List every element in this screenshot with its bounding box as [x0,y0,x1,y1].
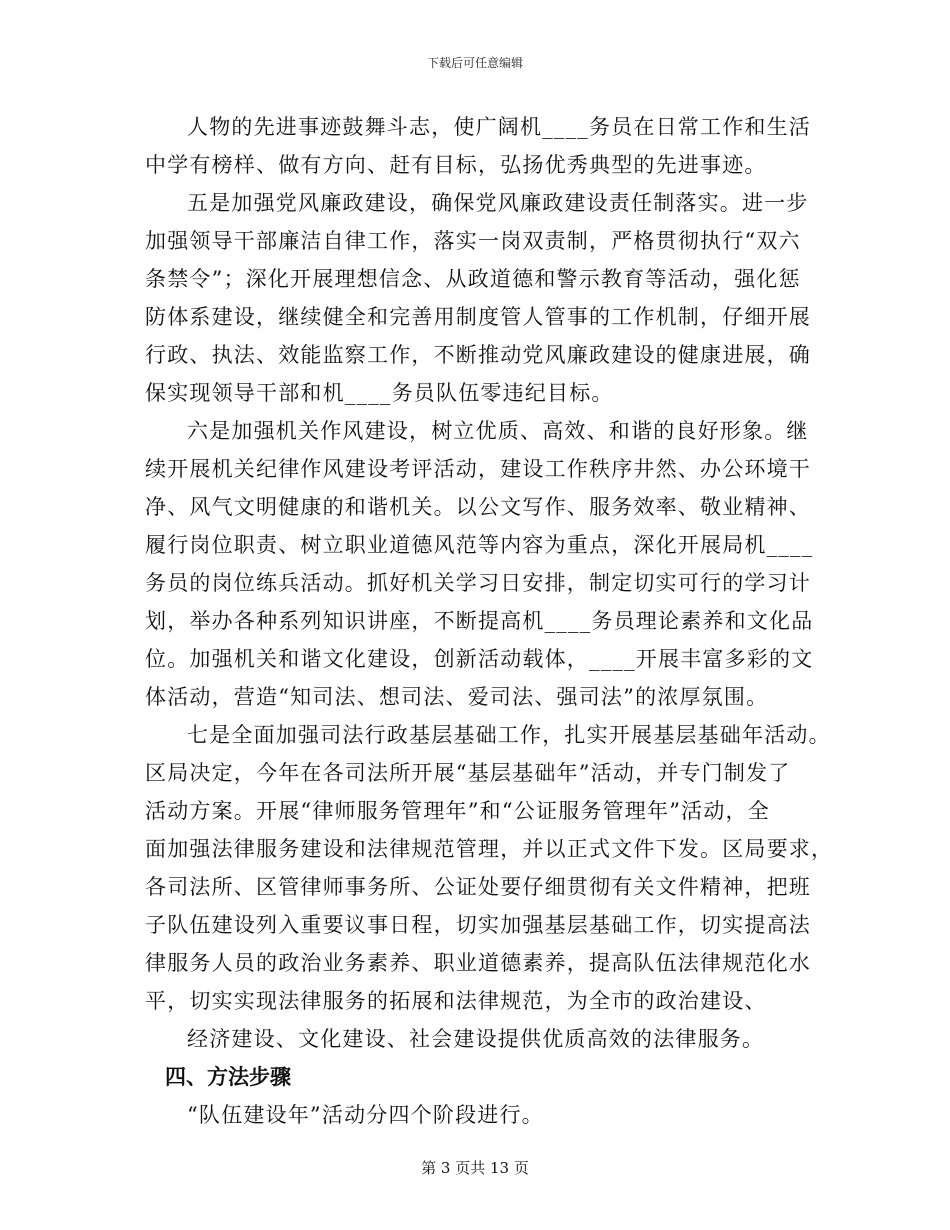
text-line: 加强领导干部廉洁自律工作，落实一岗双责制，严格贯彻执行“双六 [145,229,801,253]
text-line: 区局决定，今年在各司法所开展“基层基础年”活动，并专门制发了 [145,761,791,785]
text-line: 七是全面加强司法行政基层基础工作，扎实开展基层基础年活动。 [187,723,831,747]
text-line: 行政、执法、效能监察工作，不断推动党风廉政建设的健康进展，确 [145,343,811,367]
page-footer: 第 3 页共 13 页 [421,1159,529,1177]
text-line: 经济建设、文化建设、社会建设提供优质高效的法律服务。 [187,1027,765,1051]
text-line: 各司法所、区管律师事务所、公证处要仔细贯彻有关文件精神，把班 [145,875,811,899]
text-line: 六是加强机关作风建设，树立优质、高效、和谐的良好形象。继 [187,419,809,443]
text-line: 人物的先进事迹鼓舞斗志，使广阔机____务员在日常工作和生活 [187,115,811,139]
text-line: 位。加强机关和谐文化建设，创新活动载体，____开展丰富多彩的文 [145,647,814,671]
text-line: 平，切实实现法律服务的拓展和法律规范，为全市的政治建设、 [145,989,767,1013]
text-line: 面加强法律服务建设和法律规范管理，并以正式文件下发。区局要求， [145,837,834,861]
document-body [145,108,834,1134]
text-line: 条禁令”；深化开展理想信念、从政道德和警示教育等活动，强化惩 [145,267,801,291]
text-line: 体活动，营造“知司法、想司法、爱司法、强司法”的浓厚氛围。 [145,685,769,709]
text-line: 保实现领导干部和机____务员队伍零违纪目标。 [145,381,614,405]
section-heading: 四、方法步骤 [165,1064,291,1089]
text-line: 中学有榜样、做有方向、赶有目标，弘扬优秀典型的先进事迹。 [145,153,767,177]
text-line: 划，举办各种系列知识讲座，不断提高机____务员理论素养和文化品 [145,609,814,633]
text-line: 续开展机关纪律作风建设考评活动，建设工作秩序井然、办公环境干 [145,457,811,481]
text-line: “队伍建设年”活动分四个阶段进行。 [187,1103,544,1127]
text-line: 子队伍建设列入重要议事日程，切实加强基层基础工作，切实提高法 [145,913,811,937]
text-line: 净、风气文明健康的和谐机关。以公文写作、服务效率、敬业精神、 [145,495,811,519]
page-header: 下载后可任意编辑 [426,56,523,70]
text-line: 律服务人员的政治业务素养、职业道德素养，提高队伍法律规范化水 [145,951,811,975]
text-line: 活动方案。开展“律师服务管理年”和“公证服务管理年”活动，全 [145,799,770,823]
text-line: 务员的岗位练兵活动。抓好机关学习日安排，制定切实可行的学习计 [145,571,811,595]
text-line: 履行岗位职责、树立职业道德风范等内容为重点，深化开展局机____ [145,533,814,557]
text-line: 防体系建设，继续健全和完善用制度管人管事的工作机制，仔细开展 [145,305,811,329]
text-line: 五是加强党风廉政建设，确保党风廉政建设责任制落实。进一步 [187,191,809,215]
